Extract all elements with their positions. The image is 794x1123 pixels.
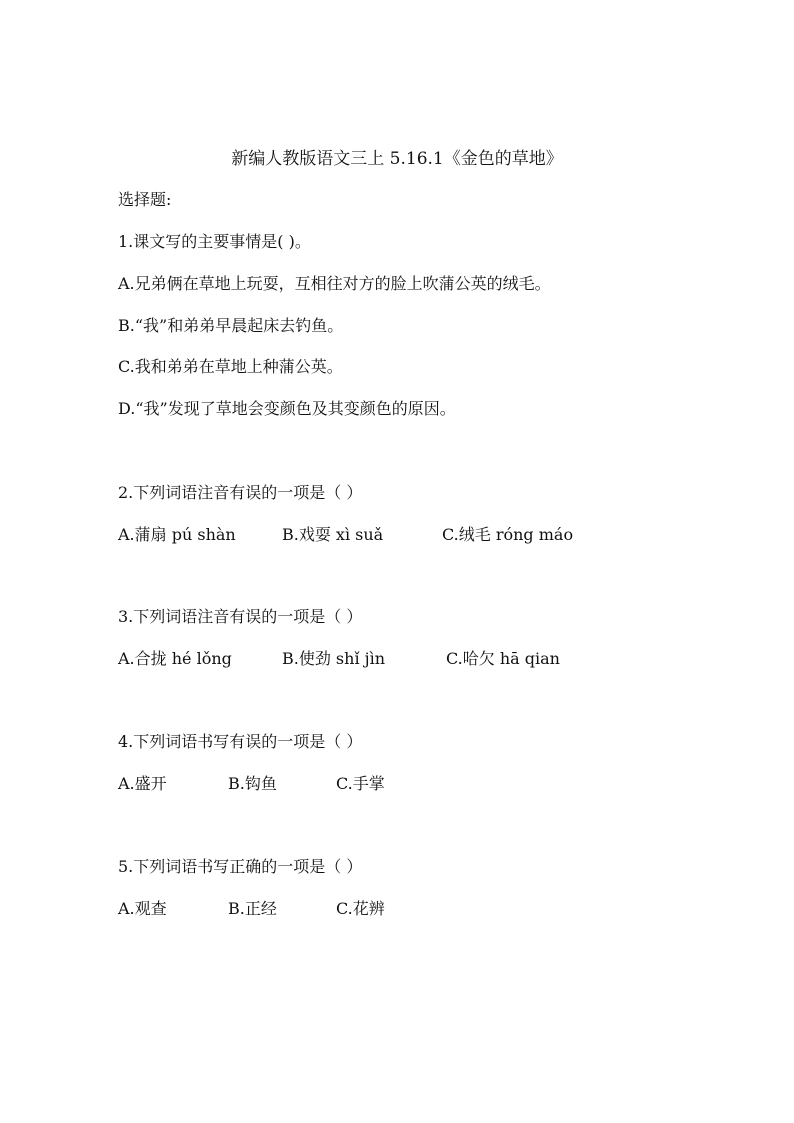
question-4-option-c: C.手掌 [336,774,385,793]
question-2-option-b: B.戏耍 xì suǎ [282,525,384,544]
question-2-option-a: A.蒲扇 pú shàn [118,525,236,544]
question-2-stem: 2.下列词语注音有误的一项是（ ） [118,483,363,502]
question-5-option-a: A.观查 [118,899,167,918]
question-1-option-a: A.兄弟俩在草地上玩耍，互相往对方的脸上吹蒲公英的绒毛。 [118,274,551,293]
question-3-option-a: A.合拢 hé lǒng [118,649,232,668]
question-3-option-c: C.哈欠 hā qian [446,649,560,668]
question-3-options [118,648,560,670]
question-2-option-c: C.绒毛 róng máo [442,525,574,544]
question-5-option-c: C.花辨 [336,899,385,918]
question-5-option-b: B.正经 [228,899,277,918]
question-4-stem: 4.下列词语书写有误的一项是（ ） [118,732,363,751]
document-title: 新编人教版语文三上 5.16.1《金色的草地》 [231,149,563,169]
question-1-option-d: D.“我”发现了草地会变颜色及其变颜色的原因。 [118,399,456,418]
question-4-option-b: B.钩鱼 [228,774,277,793]
section-label: 选择题: [118,190,172,209]
question-5-stem: 5.下列词语书写正确的一项是（ ） [118,857,363,876]
question-1-option-b: B.“我”和弟弟早晨起床去钓鱼。 [118,316,344,335]
question-2-options [118,524,573,546]
question-4-option-a: A.盛开 [118,774,167,793]
question-1-stem: 1.课文写的主要事情是( )。 [118,232,311,251]
question-3-stem: 3.下列词语注音有误的一项是（ ） [118,607,363,626]
question-1-option-c: C.我和弟弟在草地上种蒲公英。 [118,357,343,376]
question-4-options [118,773,385,795]
question-3-option-b: B.使劲 shǐ jìn [282,649,386,668]
question-5-options [118,898,385,920]
